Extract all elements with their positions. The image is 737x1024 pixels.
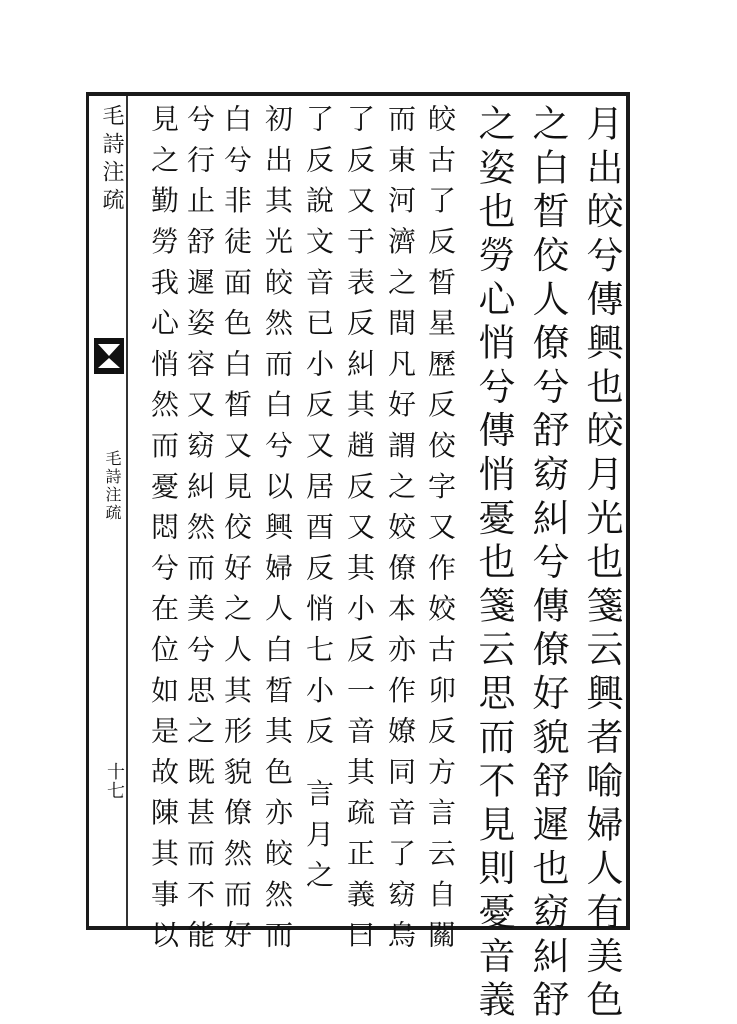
text-column-8: 初出其光皎然而白兮以興婦人白晳其色亦皎然而 — [261, 104, 294, 961]
text-column-7: 了反說文音已小反又居酉反悄七小反 言月之 — [302, 104, 335, 901]
spine-header: 毛詩注疏 — [99, 104, 124, 216]
text-column-1: 月出皎兮傳興也皎月光也箋云興者喻婦人有美色 — [580, 104, 623, 1024]
spine-title: 毛詩注疏 — [103, 450, 122, 522]
frame-right-rule — [626, 92, 630, 930]
frame-left-rule — [86, 92, 89, 930]
text-column-2: 之白晳佼人僚兮舒窈糾兮傳僚好貌舒遲也窈糾舒 — [526, 104, 569, 1024]
fish-tail-ornament-icon — [94, 338, 124, 374]
text-column-9: 白兮非徒面色白晳又見佼好之人其形貌僚然而好 — [220, 104, 253, 961]
spine-divider — [126, 96, 128, 926]
folio-number: 十七 — [104, 762, 125, 800]
frame-top-rule — [88, 92, 630, 96]
text-column-5: 而東河濟之間凡好謂之姣僚本亦作嫽同音了窈烏 — [384, 104, 417, 961]
text-column-3: 之姿也勞心悄兮傳悄憂也箋云思而不見則憂音義 — [472, 104, 515, 1024]
text-column-4: 皎古了反晳星歷反佼字又作姣古卯反方言云自關 — [424, 104, 457, 961]
text-column-11: 見之勤勞我心悄然而憂悶兮在位如是故陳其事以 — [147, 104, 180, 961]
text-column-6: 了反又于表反糾其趙反又其小反一音其疏正義曰 — [343, 104, 376, 961]
text-column-10: 兮行止舒遲姿容又窈糾然而美兮思之既甚而不能 — [183, 104, 216, 961]
